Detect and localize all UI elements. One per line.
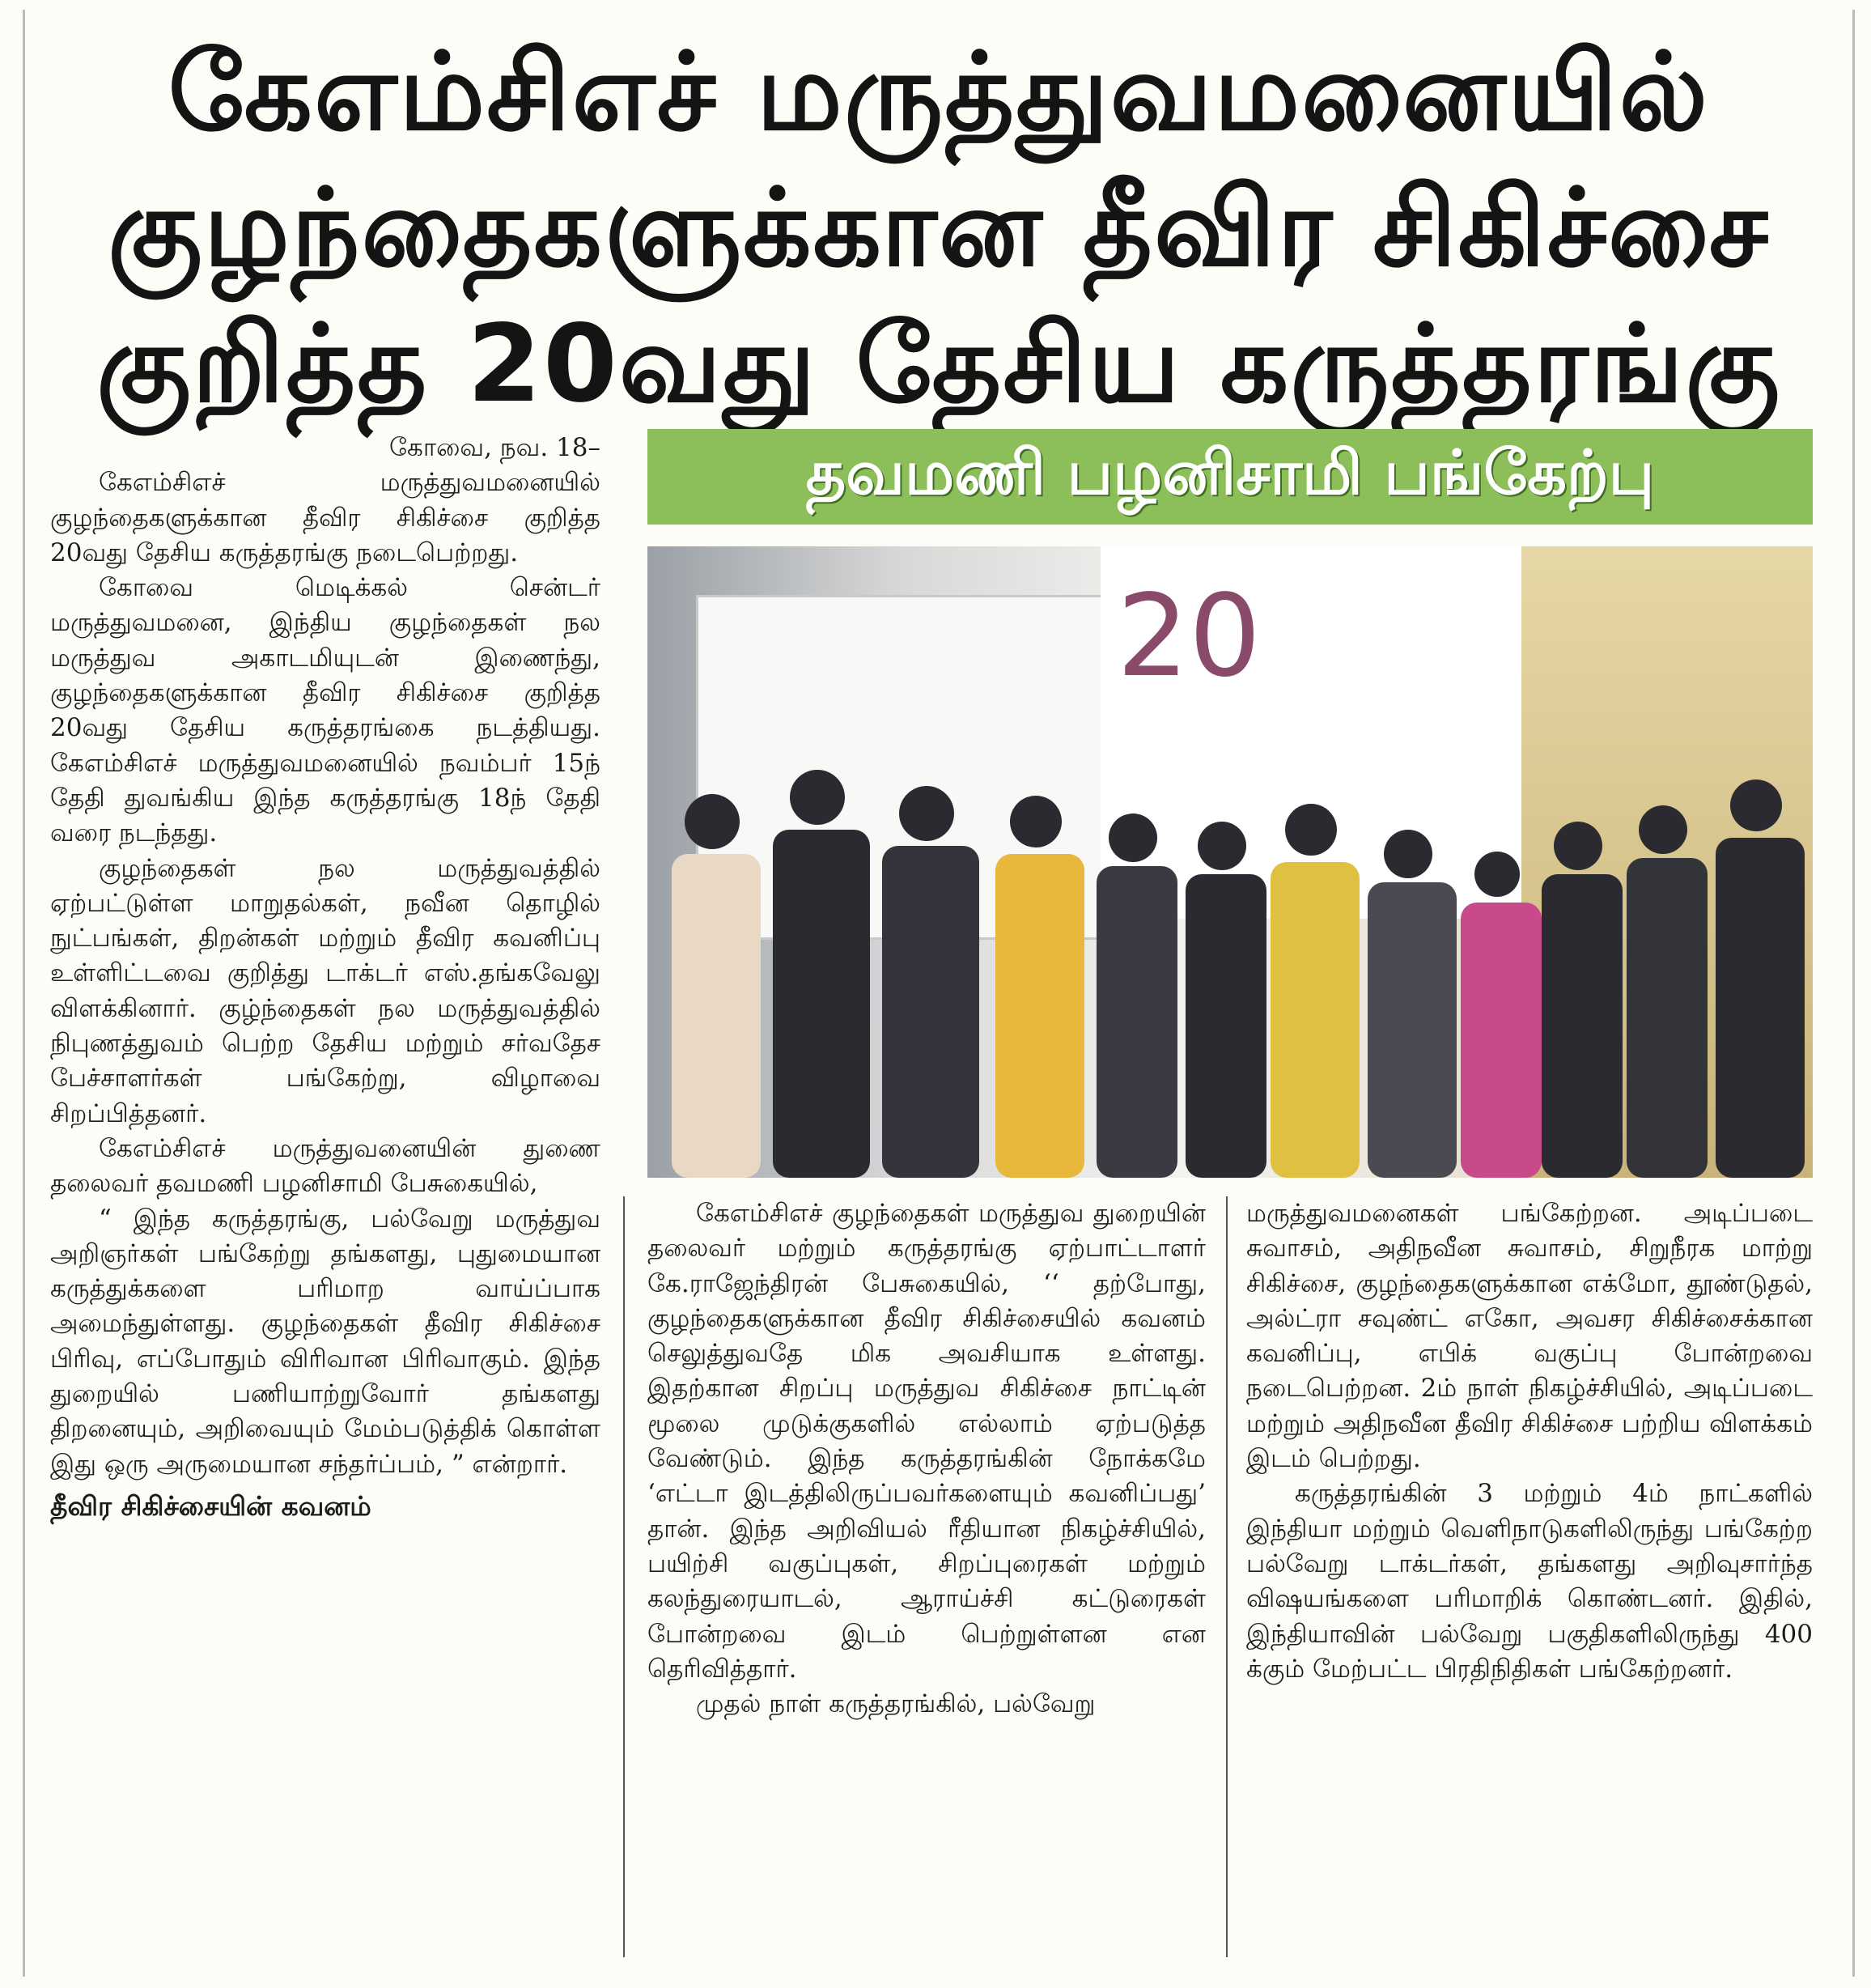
paragraph: கேஎம்சிஎச் குழந்தைகள் மருத்துவ துறையின் தலைவர் மற்றும் கருத்தரங்கு ஏற்பாட்டாளர் கே.ராஜேந்திரன் பேசுகையில், ‘‘ தற்போது, குழந்தைகளுக்கான தீவிர சிகிச்சையில் கவனம் செலுத்துவதே மிக அவசியாக உள்ளது. இதற்கான சிறப்பு மருத்துவ சிகிச்சை நாட்டின் மூலை முடுக்குகளில் எல்லாம் ஏற்படுத்த வேண்டும். இந்த கருத்தரங்கின் நோக்கமே ‘எட்டா இடத்திலிருப்பவர்களையும் கவனிப்பது’ தான். இந்த அறிவியல் ரீதியான நிகழ்ச்சியில், பயிற்சி வகுப்புகள், சிறப்புரைகள் மற்றும் கலந்துரையாடல், ஆராய்ச்சி கட்டுரைகள் போன்றவை இடம் பெற்றுள்ளன என தெரிவித்தார். xyxy=(647,1199,1206,1684)
headline-line-1: கேஎம்சிஎச் மருத்துவமனையில் xyxy=(168,30,1710,155)
column-divider xyxy=(623,1196,625,1957)
paragraph: முதல் நாள் கருத்தரங்கில், பல்வேறு xyxy=(696,1689,1096,1719)
paragraph: “ இந்த கருத்தரங்கு, பல்வேறு மருத்துவ அறிஞர்கள் பங்கேற்று தங்களது, புதுமையான கருத்துக்களை பரிமாற வாய்ப்பாக அமைந்துள்ளது. குழந்தைகள் தீவிர சிகிச்சை பிரிவு, எப்போதும் விரிவான பிரிவாகும். இந்த துறையில் பணியாற்றுவோர் தங்களது திறனையும், அறிவையும் மேம்படுத்திக் கொள்ள இது ஒரு அருமையான சந்தர்ப்பம், ” என்றார். xyxy=(50,1204,600,1479)
article-column-2 xyxy=(647,1196,1206,1722)
article-column-1 xyxy=(50,431,600,1523)
paragraph: கேஎம்சிஎச் மருத்துவமனையில் குழந்தைகளுக்கான தீவிர சிகிச்சை குறித்த 20வது தேசிய கருத்தரங்கு நடைபெற்றது. xyxy=(50,468,600,567)
subheadline: தவமணி பழனிசாமி பங்கேற்பு xyxy=(805,436,1655,508)
section-subhead: தீவிர சிகிச்சையின் கவனம் xyxy=(50,1489,371,1522)
dateline: கோவை, நவ. 18– xyxy=(389,433,600,462)
banner-number: 20 xyxy=(1117,571,1262,703)
headline-line-2: குழந்தைகளுக்கான தீவிர சிகிச்சை xyxy=(108,166,1770,291)
event-photo xyxy=(647,546,1813,1178)
paragraph: கோவை மெடிக்கல் சென்டர் மருத்துவமனை, இந்திய குழந்தைகள் நல மருத்துவ அகாடமியுடன் இணைந்து, குழந்தைகளுக்கான தீவிர சிகிச்சை குறித்த 20வது தேசிய கருத்தரங்கை நடத்தியது. கேஎம்சிஎச் மருத்துவமனையில் நவம்பர் 15ந் தேதி துவங்கிய இந்த கருத்தரங்கு 18ந் தேதி வரை நடந்தது. xyxy=(50,573,600,848)
paragraph: கருத்தரங்கின் 3 மற்றும் 4ம் நாட்களில் இந்தியா மற்றும் வெளிநாடுகளிலிருந்து பங்கேற்ற பல்வேறு டாக்டர்கள், தங்களது அறிவுசார்ந்த விஷயங்களை பரிமாறிக் கொண்டனர். இதில், இந்தியாவின் பல்வேறு பகுதிகளிலிருந்து 400 க்கும் மேற்பட்ட பிரதிநிதிகள் பங்கேற்றனர். xyxy=(1246,1479,1813,1684)
paragraph: கேஎம்சிஎச் மருத்துவனையின் துணை தலைவர் தவமணி பழனிசாமி பேசுகையில், xyxy=(50,1133,600,1199)
article-column-3 xyxy=(1246,1196,1813,1687)
paragraph: மருத்துவமனைகள் பங்கேற்றன. அடிப்படை சுவாசம், அதிநவீன சுவாசம், சிறுநீரக மாற்று சிகிச்சை, குழந்தைகளுக்கான எக்மோ, தூண்டுதல், அல்ட்ரா சவுண்ட் எகோ, அவசர சிகிச்சைக்கான கவனிப்பு, எபிக் வகுப்பு போன்றவை நடைபெற்றன. 2ம் நாள் நிகழ்ச்சியில், அடிப்படை மற்றும் அதிநவீன தீவிர சிகிச்சை பற்றிய விளக்கம் இடம் பெற்றது. xyxy=(1246,1199,1813,1474)
subheadline-band xyxy=(647,429,1813,525)
group-of-people-illustration xyxy=(647,724,1813,1178)
headline xyxy=(49,24,1829,432)
headline-line-3: குறித்த 20வது தேசிய கருத்தரங்கு xyxy=(96,302,1781,427)
column-divider xyxy=(1226,1196,1228,1957)
paragraph: குழந்தைகள் நல மருத்துவத்தில் ஏற்பட்டுள்ள மாறுதல்கள், நவீன தொழில் நுட்பங்கள், திறன்கள் மற்றும் தீவிர கவனிப்பு உள்ளிட்டவை குறித்து டாக்டர் எஸ்.தங்கவேலு விளக்கினார். குழ்ந்தைகள் நல மருத்துவத்தில் நிபுணத்துவம் பெற்ற தேசிய மற்றும் சர்வதேச பேச்சாளர்கள் பங்கேற்று, விழாவை சிறப்பித்தனர். xyxy=(50,853,600,1128)
